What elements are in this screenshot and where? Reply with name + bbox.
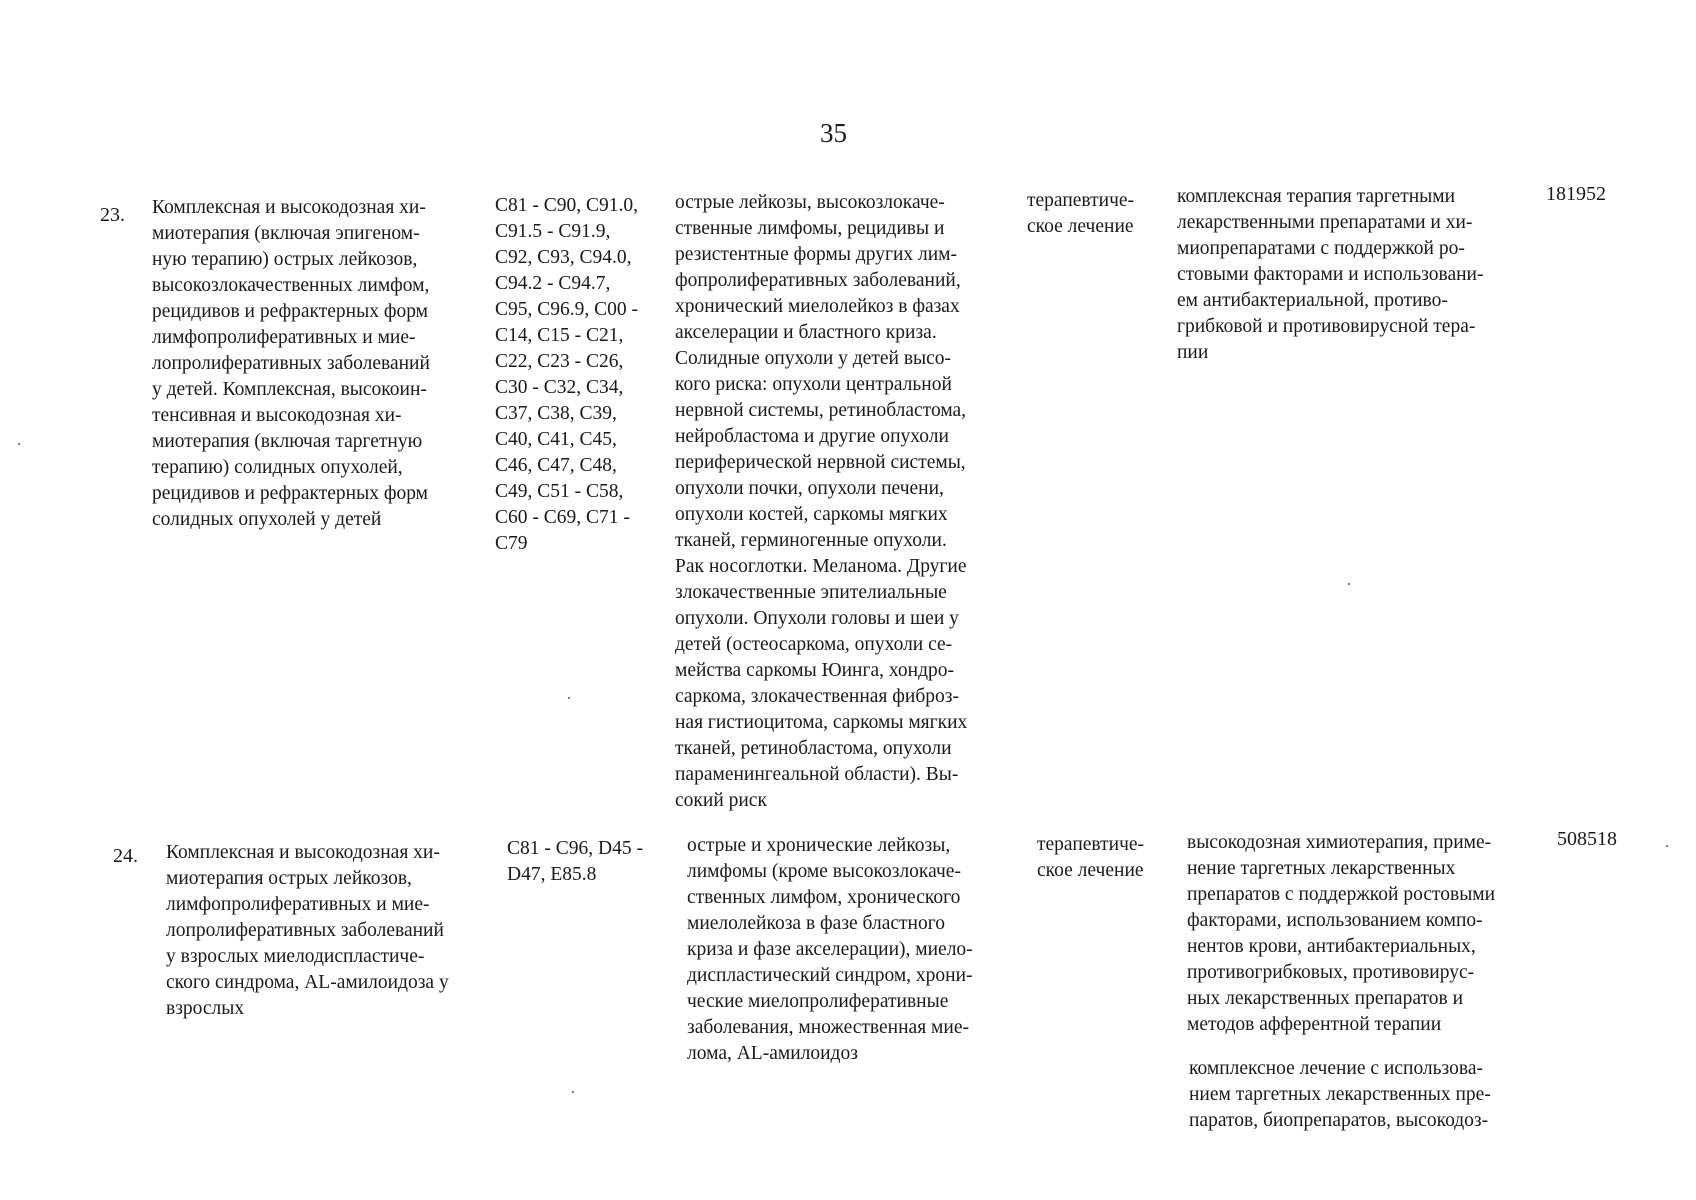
text-line: сокий риск xyxy=(675,790,767,811)
text-line: грибковой и противовирусной тера- xyxy=(1177,316,1476,337)
text-line: рецидивов и рефрактерных форм xyxy=(152,483,429,504)
row-23-price: 181952 xyxy=(1546,183,1606,205)
row-24-codes xyxy=(507,836,643,888)
text-line: D47, E85.8 xyxy=(507,864,597,885)
text-line: тканей, герминогенные опухоли. xyxy=(675,530,947,551)
text-line: у взрослых миелодиспластиче- xyxy=(166,946,425,967)
text-line: C46, C47, C48, xyxy=(495,455,617,476)
scan-speck xyxy=(1348,583,1350,585)
text-line: C40, C41, C45, xyxy=(495,429,617,450)
row-24-treatment-method-continued xyxy=(1189,1056,1491,1134)
row-24-patient-model xyxy=(687,833,973,1067)
scan-speck xyxy=(1666,845,1668,847)
text-line: злокачественные эпителиальные xyxy=(675,582,947,603)
text-line: пии xyxy=(1177,342,1209,363)
text-line: C49, C51 - C58, xyxy=(495,481,624,502)
text-line: периферической нервной системы, xyxy=(675,452,966,473)
row-23-codes xyxy=(495,193,638,557)
text-line: ем антибактериальной, противо- xyxy=(1177,290,1448,311)
row-23-treatment-method xyxy=(1177,184,1483,366)
row-24-number: 24. xyxy=(113,845,138,867)
text-line: акселерации и бластного криза. xyxy=(675,322,937,343)
text-line: ское лечение xyxy=(1027,216,1134,237)
text-line: ственные лимфомы, рецидивы и xyxy=(675,218,945,239)
row-23-number: 23. xyxy=(100,204,125,226)
text-line: опухоли костей, саркомы мягких xyxy=(675,504,948,525)
text-line: факторами, использованием компо- xyxy=(1187,910,1483,931)
text-line: миелолейкоза в фазе бластного xyxy=(687,913,945,934)
text-line: лимфопролиферативных и мие- xyxy=(166,894,430,915)
text-line: C22, C23 - C26, xyxy=(495,351,624,372)
text-line: опухоли почки, опухоли печени, xyxy=(675,478,944,499)
text-line: мейства саркомы Юинга, хондро- xyxy=(675,660,954,681)
text-line: острые и хронические лейкозы, xyxy=(687,835,951,856)
text-line: комплексное лечение с использова- xyxy=(1189,1058,1483,1079)
text-line: C30 - C32, C34, xyxy=(495,377,624,398)
text-line: лимфопролиферативных и мие- xyxy=(152,327,416,348)
text-line: C79 xyxy=(495,533,528,554)
text-line: комплексная терапия таргетными xyxy=(1177,186,1456,207)
text-line: C95, C96.9, C00 - xyxy=(495,299,639,320)
text-line: нение таргетных лекарственных xyxy=(1187,858,1456,879)
text-line: паратов, биопрепаратов, высокодоз- xyxy=(1189,1110,1489,1131)
text-line: ское лечение xyxy=(1037,860,1144,881)
text-line: нервной системы, ретинобластома, xyxy=(675,400,967,421)
text-line: кого риска: опухоли центральной xyxy=(675,374,952,395)
text-line: C91.5 - C91.9, xyxy=(495,221,611,242)
text-line: взрослых xyxy=(166,998,245,1019)
text-line: C81 - C96, D45 - xyxy=(507,838,643,859)
row-23-patient-model xyxy=(675,190,967,814)
text-line: лопролиферативных заболеваний xyxy=(152,353,430,374)
text-line: противогрибковых, противовирус- xyxy=(1187,962,1475,983)
text-line: терапевтиче- xyxy=(1027,190,1135,211)
text-line: ную терапию) острых лейкозов, xyxy=(152,249,418,270)
text-line: заболевания, множественная мие- xyxy=(687,1017,969,1038)
text-line: фопролиферативных заболеваний, xyxy=(675,270,961,291)
text-line: миотерапия (включая эпигеном- xyxy=(152,223,420,244)
text-line: Комплексная и высокодозная хи- xyxy=(152,197,426,218)
text-line: рецидивов и рефрактерных форм xyxy=(152,301,429,322)
text-line: солидных опухолей у детей xyxy=(152,509,382,530)
text-line: высокозлокачественных лимфом, xyxy=(152,275,430,296)
text-line: миотерапия острых лейкозов, xyxy=(166,868,412,889)
text-line: лома, AL-амилоидоз xyxy=(687,1043,858,1064)
text-line: препаратов с поддержкой ростовыми xyxy=(1187,884,1496,905)
text-line: опухоли. Опухоли головы и шеи у xyxy=(675,608,959,629)
row-24-price: 508518 xyxy=(1557,828,1617,850)
text-line: C14, C15 - C21, xyxy=(495,325,624,346)
text-line: лопролиферативных заболеваний xyxy=(166,920,444,941)
text-line: ственных лимфом, хронического xyxy=(687,887,961,908)
text-line: у детей. Комплексная, высокоин- xyxy=(152,379,427,400)
text-line: острые лейкозы, высокозлокаче- xyxy=(675,192,945,213)
text-line: хронический миелолейкоз в фазах xyxy=(675,296,960,317)
page-number: 35 xyxy=(820,118,847,148)
row-24-treatment-method xyxy=(1187,830,1495,1038)
text-line: высокодозная химиотерапия, приме- xyxy=(1187,832,1492,853)
scan-speck xyxy=(18,443,20,445)
text-line: стовыми факторами и использовани- xyxy=(1177,264,1484,285)
text-line: диспластический синдром, хрони- xyxy=(687,965,973,986)
text-line: лекарственными препаратами и хи- xyxy=(1177,212,1473,233)
text-line: резистентные формы других лим- xyxy=(675,244,958,265)
text-line: C60 - C69, C71 - xyxy=(495,507,630,528)
text-line: ского синдрома, AL-амилоидоза у xyxy=(166,972,449,993)
text-line: Комплексная и высокодозная хи- xyxy=(166,842,440,863)
text-line: нентов крови, антибактериальных, xyxy=(1187,936,1476,957)
text-line: C94.2 - C94.7, xyxy=(495,273,611,294)
text-line: лимфомы (кроме высокозлокаче- xyxy=(687,861,961,882)
text-line: криза и фазе акселерации), миело- xyxy=(687,939,973,960)
row-23-treatment-type xyxy=(1027,188,1134,240)
scan-speck xyxy=(568,697,570,699)
text-line: C81 - C90, C91.0, xyxy=(495,195,639,216)
row-23-name xyxy=(152,195,430,533)
text-line: Рак носоглотки. Меланома. Другие xyxy=(675,556,967,577)
text-line: C37, C38, C39, xyxy=(495,403,617,424)
text-line: саркома, злокачественная фиброз- xyxy=(675,686,959,707)
scan-speck xyxy=(572,1091,574,1093)
text-line: методов афферентной терапии xyxy=(1187,1014,1442,1035)
text-line: терапевтиче- xyxy=(1037,834,1145,855)
text-line: ных лекарственных препаратов и xyxy=(1187,988,1464,1009)
text-line: ная гистиоцитома, саркомы мягких xyxy=(675,712,968,733)
row-24-treatment-type xyxy=(1037,832,1144,884)
text-line: ческие миелопролиферативные xyxy=(687,991,949,1012)
text-line: нием таргетных лекарственных пре- xyxy=(1189,1084,1491,1105)
text-line: параменингеальной области). Вы- xyxy=(675,764,959,785)
text-line: миопрепаратами с поддержкой ро- xyxy=(1177,238,1465,259)
text-line: нейробластома и другие опухоли xyxy=(675,426,949,447)
text-line: тканей, ретинобластома, опухоли xyxy=(675,738,952,759)
text-line: миотерапия (включая таргетную xyxy=(152,431,423,452)
text-line: тенсивная и высокодозная хи- xyxy=(152,405,402,426)
text-line: Солидные опухоли у детей высо- xyxy=(675,348,952,369)
text-line: детей (остеосаркома, опухоли се- xyxy=(675,634,953,655)
text-line: терапию) солидных опухолей, xyxy=(152,457,403,478)
row-24-name xyxy=(166,840,449,1022)
text-line: C92, C93, C94.0, xyxy=(495,247,632,268)
